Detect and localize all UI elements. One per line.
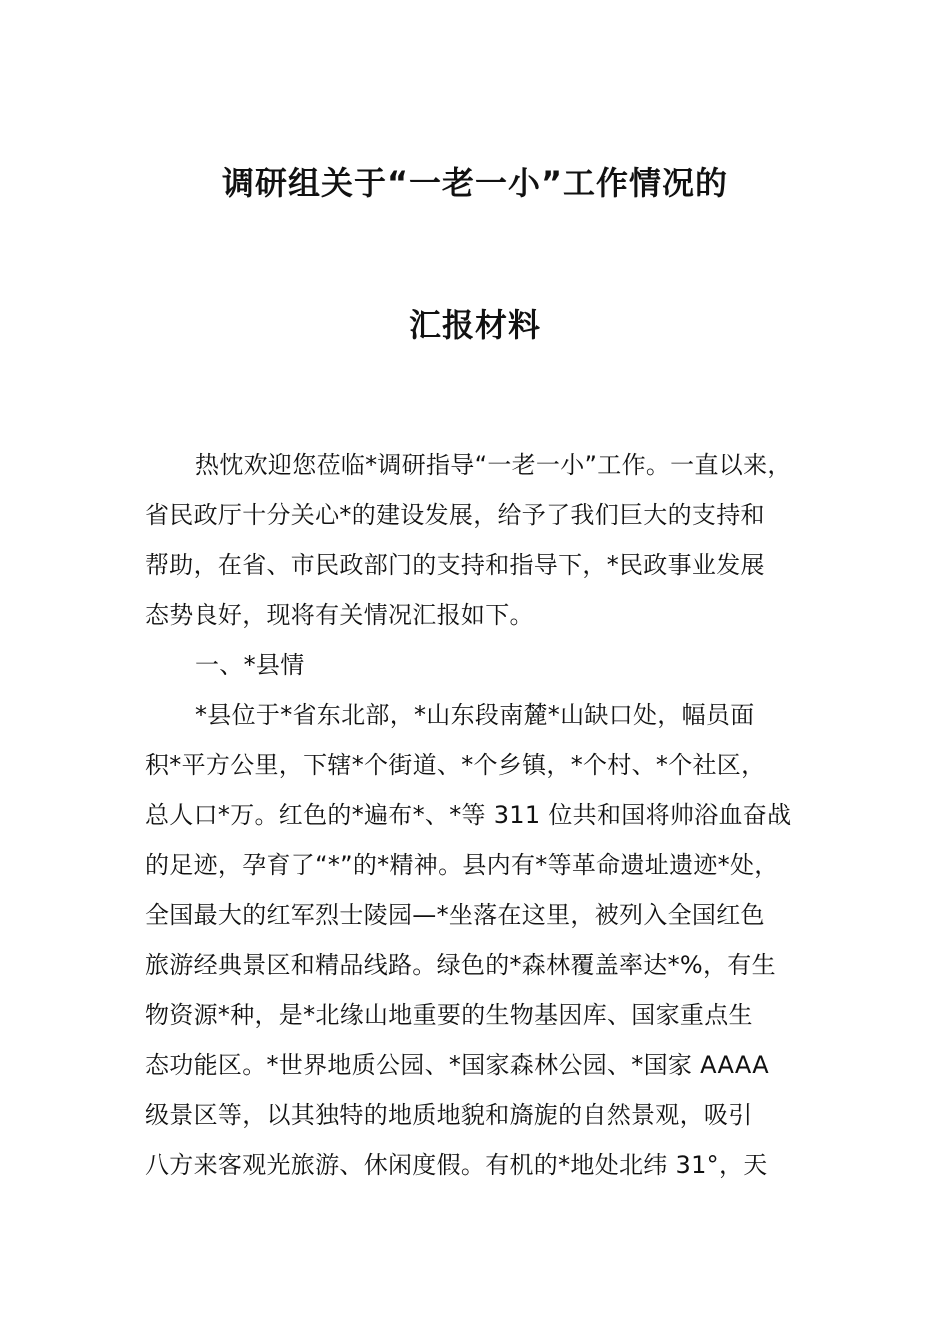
- paragraph-line: 全国最大的红军烈士陵园—*坐落在这里，被列入全国红色: [145, 901, 765, 929]
- paragraph-line: 旅游经典景区和精品线路。绿色的*森林覆盖率达*%，有生: [145, 951, 776, 979]
- paragraph-line: 的足迹，孕育了“*”的*精神。县内有*等革命遗址遗迹*处，: [145, 851, 779, 879]
- paragraph-line: 省民政厅十分关心*的建设发展，给予了我们巨大的支持和: [145, 501, 765, 529]
- paragraph-line: 总人口*万。红色的*遍布*、*等 311 位共和国将帅浴血奋战: [145, 801, 792, 829]
- paragraph-line: 积*平方公里，下辖*个街道、*个乡镇，*个村、*个社区，: [145, 751, 766, 779]
- paragraph-line: 态势良好，现将有关情况汇报如下。: [145, 601, 534, 629]
- document-title-line-1: 调研组关于“一老一小”工作情况的: [221, 164, 729, 202]
- paragraph-line: *县位于*省东北部，*山东段南麓*山缺口处，幅员面: [195, 701, 755, 729]
- paragraph-line: 热忱欢迎您莅临*调研指导“一老一小”工作。一直以来，: [195, 451, 792, 479]
- document-title-line-2: 汇报材料: [408, 306, 541, 344]
- paragraph-line: 八方来客观光旅游、休闲度假。有机的*地处北纬 31°，天: [145, 1151, 768, 1179]
- paragraph-line: 级景区等，以其独特的地质地貌和旖旎的自然景观，吸引: [145, 1101, 753, 1129]
- document-body: [145, 440, 835, 1190]
- paragraph-line: 物资源*种，是*北缘山地重要的生物基因库、国家重点生: [145, 1001, 753, 1029]
- paragraph-line: 态功能区。*世界地质公园、*国家森林公园、*国家 AAAA: [145, 1051, 770, 1079]
- paragraph-line: 帮助，在省、市民政部门的支持和指导下，*民政事业发展: [145, 551, 765, 579]
- section-heading: 一、*县情: [195, 651, 305, 679]
